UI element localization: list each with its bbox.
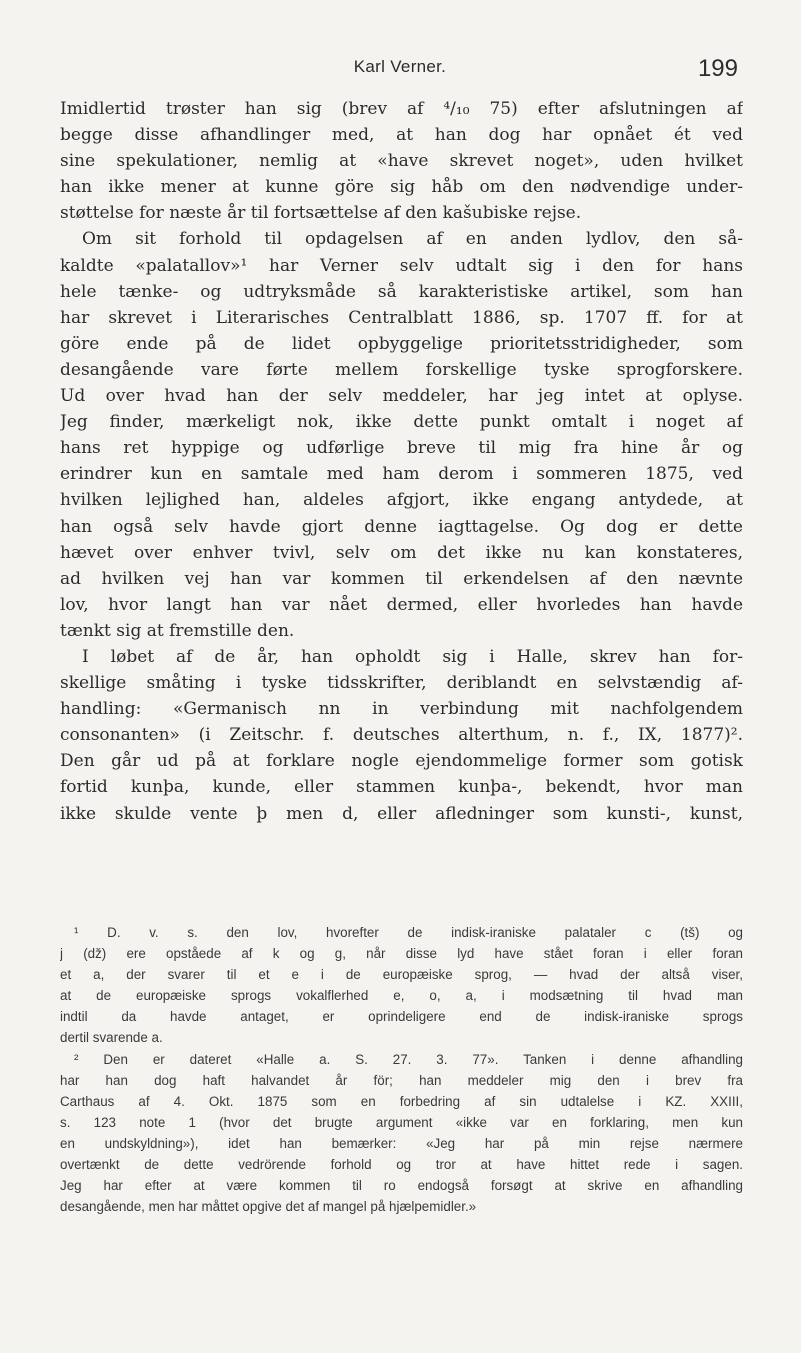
text-line: støttelse for næste år til fortsættelse af den kašubiske rejse. [60,203,582,224]
text-line: I løbet af de år, han opholdt sig i Halle, skrev han for- [82,646,743,667]
footnotes [60,922,743,1217]
paragraph-2 [60,226,743,644]
text-line: har skrevet i Literarisches Centralblatt 1886, sp. 1707 ff. for at [60,307,743,328]
text-line: desangående vare førte mellem forskellige tyske sprogforskere. [60,359,743,380]
footnote-line: en undskyldning»), idet han bemærker: «Jeg har på min rejse nærmere [60,1135,743,1151]
footnote-2 [60,1049,743,1218]
text-line: handling: «Germanisch nn in verbindung mit nachfolgendem [60,699,743,720]
paragraph-1 [60,96,743,226]
footnote-line: Carthaus af 4. Okt. 1875 som en forbedring af sin udtalelse i KZ. XXIII, [60,1093,743,1109]
text-line: Ud over hvad han der selv meddeler, har jeg intet at oplyse. [60,386,743,407]
text-line: Imidlertid trøster han sig (brev af ⁴/₁₀ 75) efter afslutningen af [60,99,743,119]
footnote-line: s. 123 note 1 (hvor det brugte argument «ikke var en forklaring, men kun [60,1114,743,1130]
text-line: hans ret hyppige og udførlige breve til mig fra hine år og [60,438,743,459]
text-line: tænkt sig at fremstille den. [60,620,295,641]
text-line: hævet over enhver tvivl, selv om det ikke nu kan konstateres, [60,542,743,563]
paragraph-3 [60,644,743,827]
footnote-line: et a, der svarer til et e i de europæiske sprog, — hvad der altså viser, [60,967,743,983]
footnote-line: ¹ D. v. s. den lov, hvorefter de indisk-iraniske palataler c (tš) og [74,925,743,940]
footnote-line: har han dog haft halvandet år för; han meddeler mig den i brev fra [60,1072,743,1088]
running-title: Karl Verner. [353,57,447,76]
text-line: hvilken lejlighed han, aldeles afgjort, ikke engang antydede, at [60,490,743,511]
footnote-line: dertil svarende a. [60,1030,163,1046]
text-line: begge disse afhandlinger med, at han dog har opnået ét ved [60,125,743,146]
text-line: skellige småting i tyske tidsskrifter, deriblandt en selvstændig af- [60,673,743,694]
text-line: fortid kunþa, kunde, eller stammen kunþa-, bekendt, hvor man [60,777,743,798]
text-line: hele tænke- og udtryksmåde så karakteristiske artikel, som han [60,281,743,302]
text-line: consonanten» (i Zeitschr. f. deutsches alterthum, n. f., IX, 1877)². [60,725,743,746]
text-line: han ikke mener at kunne göre sig håb om den nødvendige under- [60,177,743,198]
text-line: kaldte «palatallov»¹ har Verner selv udtalt sig i den for hans [60,255,743,276]
text-line: sine spekulationer, nemlig at «have skrevet noget», uden hvilket [60,151,743,172]
text-line: Om sit forhold til opdagelsen af en anden lydlov, den så- [82,229,743,250]
text-line: ad hvilken vej han var kommen til erkendelsen af den nævnte [60,568,743,589]
text-line: Jeg finder, mærkeligt nok, ikke dette punkt omtalt i noget af [60,412,743,433]
footnote-line: desangående, men har måttet opgive det af mangel på hjælpemidler.» [60,1199,477,1215]
footnote-line: indtil da havde antaget, er oprindeligere end de indisk-iraniske sprogs [60,1009,743,1025]
footnote-line: overtænkt de dette vedrörende forhold og tror at have hittet rede i sagen. [60,1157,743,1173]
running-head [60,55,740,85]
footnote-line: j (dž) ere opståede af k og g, når disse lyd have stået foran i eller foran [60,946,743,962]
footnote-1 [60,922,743,1049]
text-line: Den går ud på at forklare nogle ejendommelige former som gotisk [60,751,743,772]
text-line: erindrer kun en samtale med ham derom i sommeren 1875, ved [60,464,743,485]
text-line: göre ende på de lidet opbyggelige prioritetsstridigheder, som [60,333,743,354]
footnote-line: Jeg har efter at være kommen til ro endogså forsøgt at skrive en afhandling [60,1178,743,1194]
text-line: ikke skulde vente þ men d, eller afledninger som kunsti-, kunst, [60,803,743,824]
body-text [60,96,743,827]
footnote-line: ² Den er dateret «Halle a. S. 27. 3. 77». Tanken i denne afhandling [74,1051,743,1067]
page-number: 199 [697,55,738,82]
text-line: lov, hvor langt han var nået dermed, eller hvorledes han havde [60,594,743,615]
footnote-line: at de europæiske sprogs vokalflerhed e, o, a, i modsætning til hvad man [60,988,743,1004]
text-line: han også selv havde gjort denne iagttagelse. Og dog er dette [60,516,743,537]
